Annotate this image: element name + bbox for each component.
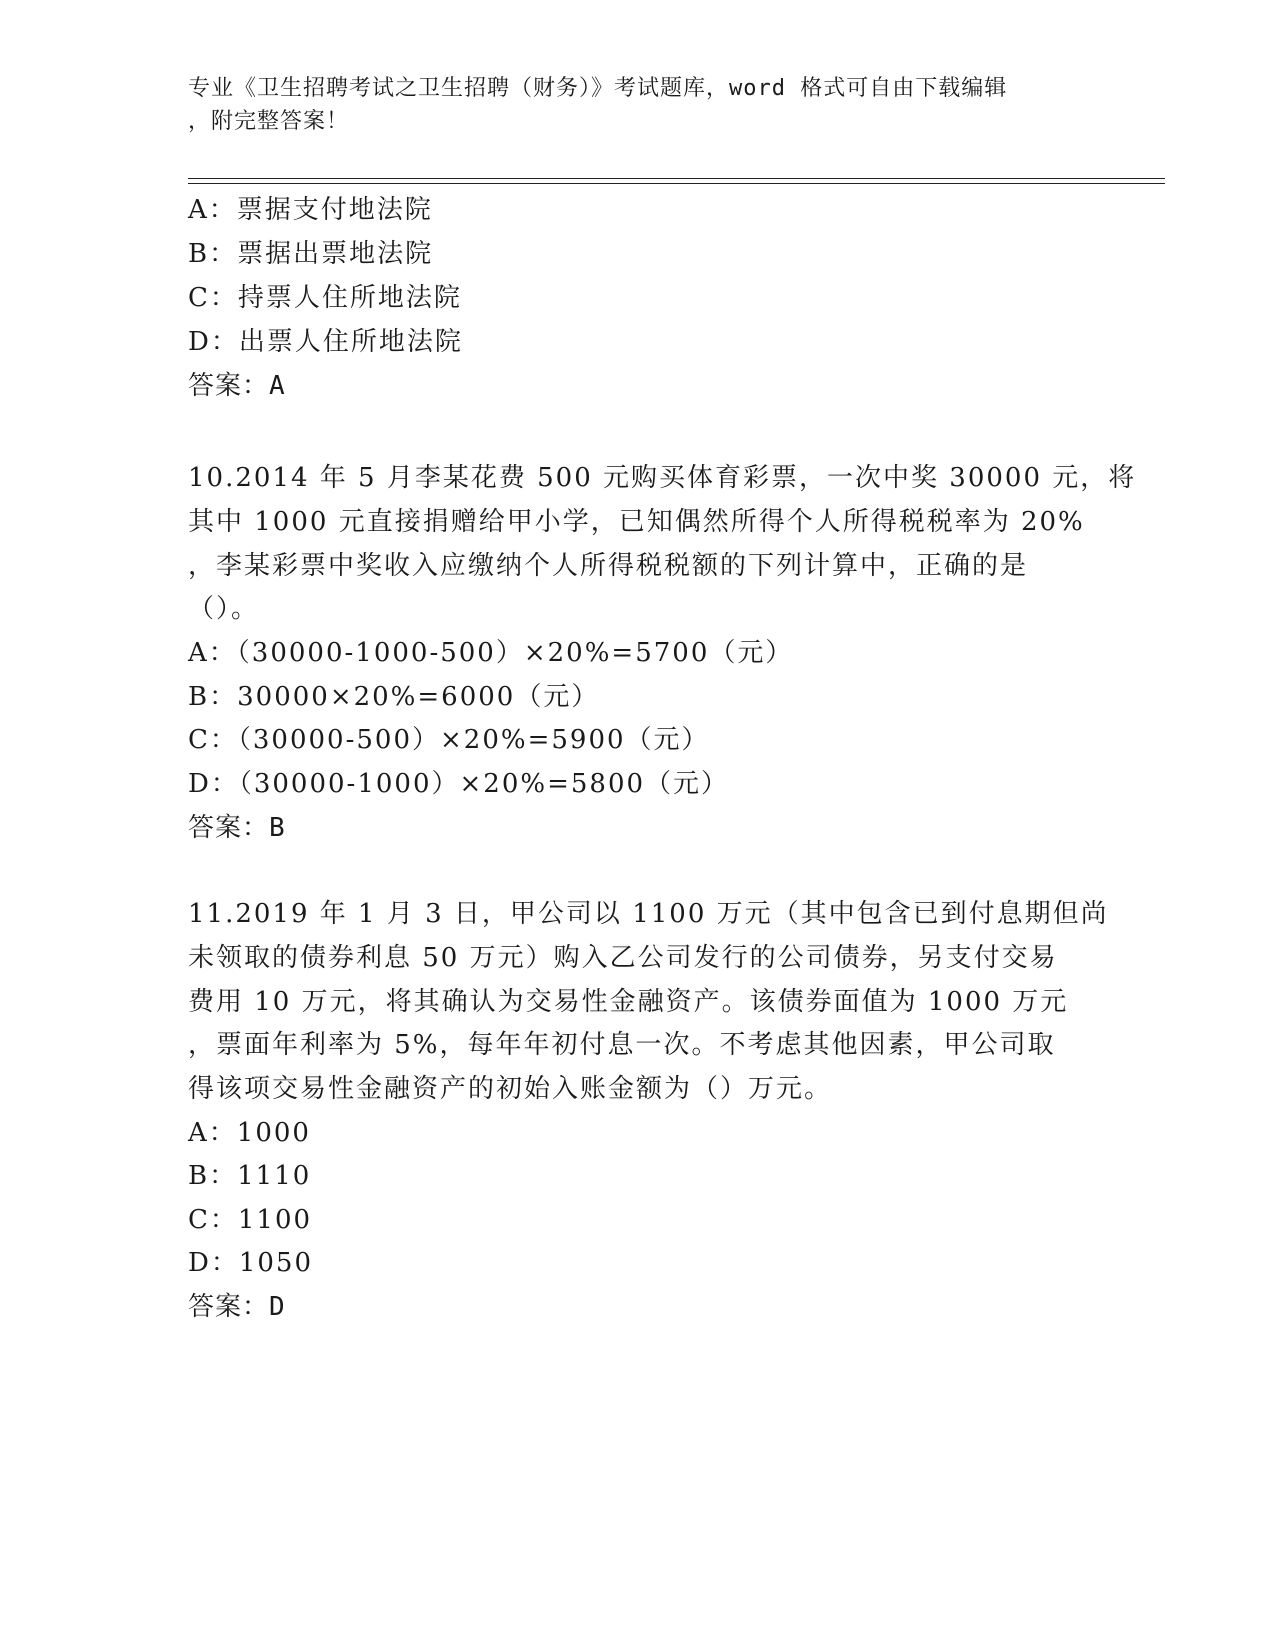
- option-b: B：票据出票地法院: [188, 239, 434, 269]
- option-d: D：1050: [188, 1248, 314, 1278]
- question-stem-line: （）。: [188, 594, 260, 624]
- option-c: C：（30000-500）×20%=5900（元）: [188, 725, 710, 755]
- option-b: B：30000×20%=6000（元）: [188, 682, 600, 712]
- option-a: A：1000: [188, 1118, 311, 1148]
- question-stem-line: 10.2014 年 5 月李某花费 500 元购买体育彩票，一次中奖 30000 元，将: [188, 463, 1137, 493]
- option-d: D：（30000-1000）×20%=5800（元）: [188, 769, 730, 799]
- header-divider-top: [188, 178, 1165, 179]
- header-divider-bottom: [188, 183, 1165, 184]
- question-stem-line: 11.2019 年 1 月 3 日，甲公司以 1100 万元（其中包含已到付息期但尚: [188, 899, 1109, 929]
- option-b: B：1110: [188, 1161, 312, 1191]
- option-a: A：（30000-1000-500）×20%=5700（元）: [188, 638, 794, 668]
- option-d: D：出票人住所地法院: [188, 327, 463, 357]
- answer-label: 答案：A: [188, 371, 286, 401]
- header-line-1: 专业《卫生招聘考试之卫生招聘（财务）》考试题库，word 格式可自由下载编辑: [188, 76, 1008, 101]
- question-stem-line: ，票面年利率为 5%，每年年初付息一次。不考虑其他因素，甲公司取: [188, 1030, 1056, 1060]
- question-stem-line: 未领取的债券利息 50 万元）购入乙公司发行的公司债券，另支付交易: [188, 943, 1058, 973]
- option-c: C：持票人住所地法院: [188, 283, 462, 313]
- document-header: [188, 72, 1088, 138]
- question-stem-line: ，李某彩票中奖收入应缴纳个人所得税税额的下列计算中，正确的是: [188, 551, 1029, 581]
- header-line-2: ，附完整答案！: [188, 109, 350, 134]
- answer-label: 答案：B: [188, 813, 286, 843]
- option-c: C：1100: [188, 1205, 313, 1235]
- question-stem-line: 得该项交易性金融资产的初始入账金额为（）万元。: [188, 1074, 833, 1104]
- option-a: A：票据支付地法院: [188, 195, 433, 225]
- question-stem-line: 费用 10 万元，将其确认为交易性金融资产。该债券面值为 1000 万元: [188, 987, 1069, 1017]
- question-stem-line: 其中 1000 元直接捐赠给甲小学，已知偶然所得个人所得税税率为 20%: [188, 507, 1085, 537]
- answer-label: 答案：D: [188, 1292, 286, 1322]
